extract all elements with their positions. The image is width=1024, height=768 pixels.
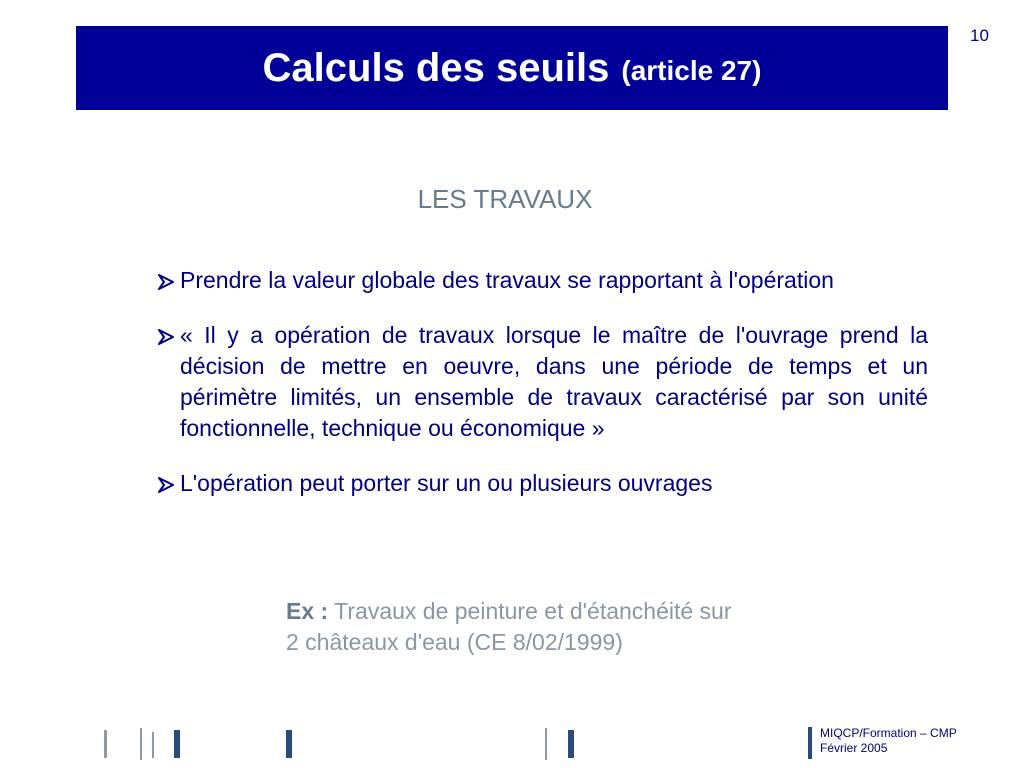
decor-line xyxy=(104,730,107,758)
page-number: 10 xyxy=(970,26,989,45)
footer xyxy=(820,726,957,756)
example-line-1: Travaux de peinture et d'étanchéité sur xyxy=(334,598,732,624)
title-banner xyxy=(76,26,948,110)
example-note xyxy=(286,596,886,658)
decor-line xyxy=(152,732,154,758)
slide-title: Calculs des seuils xyxy=(262,45,610,90)
bullet-text: Prendre la valeur globale des travaux se rapportant à l'opération xyxy=(180,267,834,293)
example-label: Ex : xyxy=(286,598,329,624)
bullet-list xyxy=(158,265,928,499)
footer-bar xyxy=(808,727,812,759)
bullet-text: « Il y a opération de travaux lorsque le maître de l'ouvrage prend la décision de mettre en oeuvre, dans une période de temps et un périmètre limités, un ensemble de travaux caractérisé par son unité fonctionnelle, technique ou économique » xyxy=(180,322,928,441)
decor-line xyxy=(140,728,142,760)
bullet-text: L'opération peut porter sur un ou plusieurs ouvrages xyxy=(180,470,713,496)
slide-title-article: (article 27) xyxy=(621,55,762,86)
bullet-item xyxy=(158,320,928,444)
footer-line-1: MIQCP/Formation – CMP xyxy=(820,726,957,740)
section-heading: LES TRAVAUX xyxy=(417,184,593,214)
bullet-item xyxy=(158,265,928,296)
arrow-bullet-icon xyxy=(158,329,176,345)
decor-line xyxy=(286,730,292,758)
arrow-bullet-icon xyxy=(158,274,176,290)
decor-line xyxy=(545,728,547,760)
footer-line-2: Février 2005 xyxy=(820,741,888,755)
example-line-2: 2 châteaux d'eau (CE 8/02/1999) xyxy=(286,629,623,655)
arrow-bullet-icon xyxy=(158,477,176,493)
decor-line xyxy=(568,730,574,758)
bullet-item xyxy=(158,468,928,499)
decor-line xyxy=(174,730,180,758)
